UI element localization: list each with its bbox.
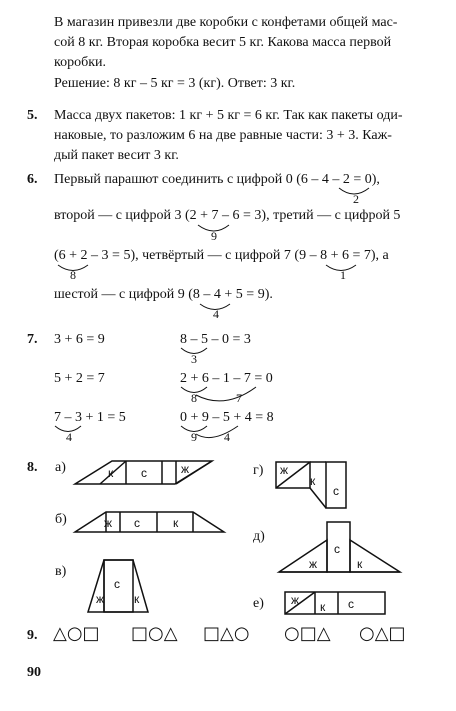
fig-g-k: к — [310, 474, 316, 488]
problem-9-number: 9. — [27, 628, 38, 643]
p8-label-a: а) — [55, 460, 66, 475]
intro-line-3: коробки. — [54, 55, 107, 70]
fig-d-s: с — [334, 542, 340, 556]
p7-right-2-sub-b: 7 — [236, 391, 242, 405]
p7-left-3: 7 – 3 + 1 = 5 — [54, 410, 126, 425]
fig-e-s: с — [348, 597, 354, 611]
intro-line-2: сой 8 кг. Вторая коробка весит 5 кг. Какова масса первой — [54, 35, 392, 50]
p6-line-1-sub: 2 — [353, 192, 359, 206]
fig-e-k: к — [320, 600, 326, 614]
p7-right-3-sub-b: 4 — [224, 430, 230, 444]
problem-6-number: 6. — [27, 172, 38, 187]
fig-b-s: с — [134, 516, 140, 530]
problem-5-number: 5. — [27, 108, 38, 123]
p7-right-2: 2 + 6 – 1 – 7 = 0 — [180, 371, 273, 386]
p7-right-3: 0 + 9 – 5 + 4 = 8 — [180, 410, 274, 425]
p5-line-1: Масса двух пакетов: 1 кг + 5 кг = 6 кг. Так как пакеты оди- — [54, 108, 403, 123]
fig-e-zh: ж — [291, 593, 300, 607]
p6-line-3-sub-b: 1 — [340, 268, 346, 282]
fig-b-k: к — [173, 516, 179, 530]
p8-label-b: б) — [55, 512, 67, 527]
p7-right-1: 8 – 5 – 0 = 3 — [180, 332, 251, 347]
figure-d-triangle — [279, 540, 327, 572]
p6-line-4-sub: 4 — [213, 307, 219, 321]
fig-a-zh: ж — [181, 462, 190, 476]
page-number: 90 — [27, 665, 41, 680]
p6-line-3: (6 + 2 – 3 = 5), четвёртый — с цифрой 7 (9 – 8 + 6 = 7), а — [54, 248, 389, 263]
fig-a-k: к — [108, 466, 114, 480]
p8-label-e: е) — [253, 596, 264, 611]
p6-line-4: шестой — с цифрой 9 (8 – 4 + 5 = 9). — [54, 287, 273, 302]
fig-d-zh: ж — [309, 557, 318, 571]
fig-v-zh: ж — [96, 592, 105, 606]
intro-line-1: В магазин привезли две коробки с конфетами общей мас- — [54, 15, 398, 30]
p6-line-3-sub-a: 8 — [70, 268, 76, 282]
problem-8-number: 8. — [27, 460, 38, 475]
p8-label-v: в) — [55, 564, 67, 579]
p9-group-1: △○□ — [53, 623, 100, 644]
fig-g-s: с — [333, 484, 339, 498]
p7-right-2-sub-a: 8 — [191, 391, 197, 405]
p9-group-2: □○△ — [131, 623, 178, 644]
p6-line-2-sub: 9 — [211, 229, 217, 243]
p7-right-3-sub-a: 9 — [191, 430, 197, 444]
p8-label-g: г) — [253, 463, 264, 478]
fig-v-k: к — [134, 592, 140, 606]
fig-a-s: с — [141, 466, 147, 480]
p7-left-3-sub: 4 — [66, 430, 72, 444]
p9-group-5: ○△□ — [359, 623, 406, 644]
fig-g-zh: ж — [280, 463, 289, 477]
p5-line-3: дый пакет весит 3 кг. — [54, 148, 179, 163]
p9-group-3: □△○ — [203, 623, 250, 644]
fig-d-k: к — [357, 557, 363, 571]
fig-b-zh: ж — [104, 516, 113, 530]
p8-label-d: д) — [253, 529, 265, 544]
p6-line-1: Первый парашют соединить с цифрой 0 (6 – 4 – 2 = 0), — [54, 172, 380, 187]
problem-7-number: 7. — [27, 332, 38, 347]
p6-line-2: второй — с цифрой 3 (2 + 7 – 6 = 3), третий — с цифрой 5 — [54, 208, 401, 223]
p9-group-4: ○□△ — [284, 623, 331, 644]
p7-right-1-sub: 3 — [191, 352, 197, 366]
p7-left-2: 5 + 2 = 7 — [54, 371, 105, 386]
intro-solution: Решение: 8 кг – 5 кг = 3 (кг). Ответ: 3 кг. — [54, 76, 296, 91]
p7-left-1: 3 + 6 = 9 — [54, 332, 105, 347]
figure-b-outline — [75, 512, 224, 532]
p5-line-2: наковые, то разложим 6 на две равные части: 3 + 3. Каж- — [54, 128, 392, 143]
fig-v-s: с — [114, 577, 120, 591]
